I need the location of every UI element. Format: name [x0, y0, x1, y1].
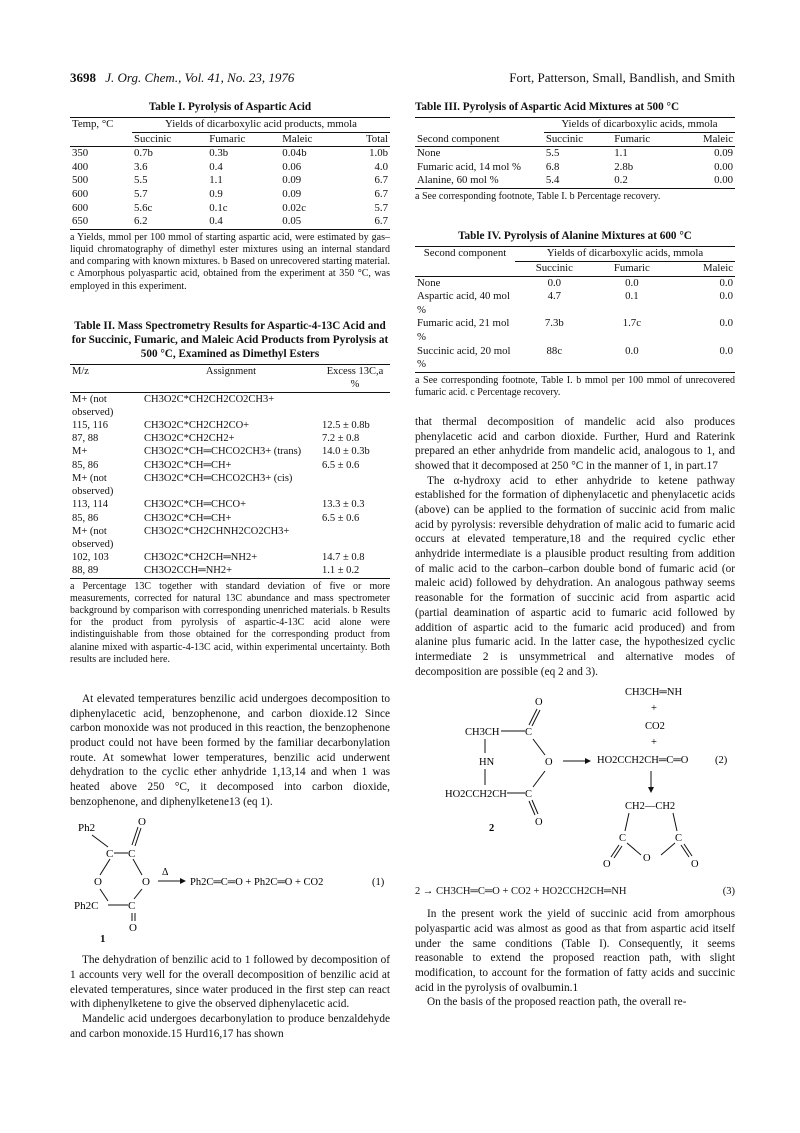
- equation-1: [70, 813, 390, 931]
- table-row: 400 3.6 0.4 0.06 4.0: [72, 160, 388, 173]
- eq3-text: 2 → CH3CH═C═O + CO2 + HO2CCH2CH═NH: [415, 886, 627, 898]
- table-3-col-fumaric: Fumaric: [614, 132, 651, 145]
- table-row: 115, 116 CH3O2C*CH2CH2CO+ 12.5 ± 0.8b: [72, 420, 370, 431]
- svg-text:O: O: [535, 697, 543, 709]
- table-3-col-maleic: Maleic: [703, 132, 733, 145]
- table-3-footnote: a See corresponding footnote, Table I. b Percentage recovery.: [415, 191, 661, 203]
- svg-text:C: C: [525, 789, 533, 801]
- table-row: M+ (not observed) CH3O2C*CH2CH2CO2CH3+: [72, 393, 275, 418]
- svg-text:O: O: [603, 859, 611, 871]
- table-3-col-second: Second component: [417, 132, 500, 145]
- page-number: 3698: [70, 70, 96, 85]
- table-2-col-mz: M/z: [72, 366, 89, 378]
- table-row: 500 5.5 1.1 0.09 6.7: [72, 174, 388, 187]
- table-4-col-succinic: Succinic: [535, 261, 573, 274]
- svg-text:O: O: [138, 816, 146, 829]
- ph2-label: Ph2: [78, 822, 96, 835]
- running-authors: Fort, Patterson, Small, Bandlish, and Smith: [509, 70, 735, 85]
- table-row: 102, 103 CH3O2C*CH2CH═NH2+ 14.7 ± 0.8: [72, 552, 365, 564]
- eq2-left-bot: HO2CCH2CH: [445, 789, 507, 801]
- eq1-number: (1): [372, 877, 385, 889]
- table-4-footnote: a See corresponding footnote, Table I. b mmol per 100 mmol of unrecovered fumaric acid. c Percentage recovery.: [415, 374, 735, 398]
- body-paragraph: The α-hydroxy acid to ether anhydride to ketene pathway established for the formation of diphenylacetic and phenylacetic acids (above) can be applied to the formation of succinic acid from malic acid by pyrolysis: reversible dehydration of malic acid to fumaric acid occurs at elevated temperature,18 and the required cyclic ether anhydride intermediate is a plausible product resulting from addition of malic acid to the carbon–carbon double bond of fumaric acid (or maleic acid) followed by dehydration. An analogous pathway seems reasonable for the formation of succinic acid from aspartic acid (partial deamination of aspartic acid to fumaric acid followed by addition of aspartic acid to the fumaric acid produced) and from alanine plus fumaric acid. In the latter case, the hypothesized cyclic intermediate 2 is unsymmetrical and alternative modes of decomposition are possible (eq 2 and 3).: [415, 474, 735, 678]
- right-column: [415, 100, 735, 1010]
- table-4-col-maleic: Maleic: [703, 261, 733, 274]
- svg-text:+: +: [651, 703, 657, 715]
- table-row: 85, 86 CH3O2C*CH═CH+ 6.5 ± 0.6: [72, 512, 360, 524]
- body-paragraph: On the basis of the proposed reaction path, the overall re-: [427, 996, 687, 1009]
- eq3-number: (3): [722, 886, 735, 898]
- table-row: Fumaric acid, 21 mol % 7.3b 1.7c 0.0: [417, 317, 733, 343]
- eq2-top1: CH3CH═NH: [625, 687, 683, 699]
- body-paragraph: In the present work the yield of succinic acid from amorphous polyaspartic acid was almost as good as that from aspartic acid itself under the same conditions (Table I). Consequently, it seems reasonable to extend the proposed reaction path, with slight modification, to account for the formation of fatty acids and succinic acid in the pyrolysis of ovalbumin.1: [415, 908, 735, 994]
- table-1-col-succinic: Succinic: [134, 132, 172, 145]
- table-2-col-assignment: Assignment: [205, 366, 257, 378]
- table-row: None 0.0 0.0 0.0: [417, 276, 733, 289]
- table-row: 600 5.7 0.9 0.09 6.7: [72, 188, 388, 201]
- journal-citation: J. Org. Chem., Vol. 41, No. 23, 1976: [105, 70, 295, 85]
- table-row: 113, 114 CH3O2C*CH═CHCO+ 13.3 ± 0.3: [72, 499, 365, 511]
- table-row: 350 0.7b 0.3b 0.04b 1.0b: [72, 147, 388, 160]
- table-row: M+ CH3O2C*CH═CHCO2CH3+ (trans) 14.0 ± 0.3b: [72, 446, 370, 458]
- table-2-header-row: [70, 365, 390, 392]
- svg-text:O: O: [691, 859, 699, 871]
- table-4-col-second: Second component: [423, 247, 507, 260]
- equation-1-structure: [70, 813, 390, 931]
- table-row: Fumaric acid, 14 mol % 6.8 2.8b 0.00: [417, 160, 733, 173]
- svg-text:O: O: [129, 922, 137, 932]
- eq2-hn: HN: [479, 757, 495, 769]
- table-1-grid: [70, 117, 390, 230]
- equation-3: [415, 885, 735, 899]
- table-4-col-group: Yields of dicarboxylic acids, mmola: [515, 247, 735, 262]
- table-row: 85, 86 CH3O2C*CH═CH+ 6.5 ± 0.6: [72, 459, 360, 471]
- table-2: [70, 319, 390, 666]
- table-3: [415, 100, 735, 203]
- table-1-caption: Table I. Pyrolysis of Aspartic Acid: [148, 101, 312, 113]
- table-row: 650 6.2 0.4 0.05 6.7: [70, 215, 390, 229]
- table-2-grid: [70, 364, 390, 579]
- table-2-caption: Table II. Mass Spectrometry Results for Aspartic-4-13C Acid and for Succinic, Fumaric, and Maleic Acid Products from Pyrolysis at 500 °C, Examined as Dimethyl Esters: [71, 319, 389, 361]
- body-paragraph: that thermal decomposition of mandelic acid also produces phenylacetic acid and carbon dioxide. Further, Hurd and Raterink prepared an ether anhydride from mandelic acid, analogous to 1, and showed that it decomposed at 250 °C in the manner of 1, in part.17: [415, 416, 735, 473]
- compound-1-label: 1: [100, 933, 106, 946]
- svg-text:O: O: [643, 853, 651, 865]
- svg-text:O: O: [535, 817, 543, 829]
- eq2-main-product: HO2CCH2CH═C═O: [597, 755, 689, 767]
- svg-text:C: C: [106, 848, 114, 861]
- svg-text:O: O: [94, 876, 102, 889]
- table-4: [415, 229, 735, 399]
- equation-2-structure: [415, 683, 735, 881]
- table-row: Aspartic acid, 40 mol % 4.7 0.1 0.0: [417, 290, 733, 316]
- table-1-col-group: Yields of dicarboxylic acid products, mmola: [132, 118, 390, 133]
- body-paragraph: The dehydration of benzilic acid to 1 followed by decomposition of 1 accounts very well for the overall decomposition of benzilic acid at elevated temperatures, since water produced in the first step can react with diphenylketene to give the observed diphenylacetic acid.: [70, 954, 390, 1011]
- table-1-col-temp: Temp, °C: [72, 118, 114, 131]
- body-paragraph: Mandelic acid undergoes decarbonylation to produce benzaldehyde and carbon monoxide.15 Hurd16,17 has shown: [70, 1012, 390, 1040]
- table-3-col-succinic: Succinic: [545, 132, 584, 145]
- table-1-col-total: Total: [365, 132, 388, 145]
- equation-2: [415, 683, 735, 881]
- svg-text:C: C: [525, 727, 533, 739]
- eq2-number: (2): [715, 755, 728, 767]
- body-paragraph: At elevated temperatures benzilic acid undergoes decomposition to diphenylacetic acid, benzophenone, and carbon dioxide.12 Since carbon monoxide was not produced in this reaction, the benzophenone product could not have been formed by the familiar decarbonylation route. At somewhat lower temperatures, benzilic acid underwent dehydration to the cyclic ether anhydride 1,13,14 and when 1 was heated above 250 °C, it decomposed into carbon dioxide, benzophenone, and diphenylketene13 (eq 1).: [70, 692, 390, 808]
- svg-text:C: C: [128, 900, 136, 913]
- table-row: M+ (not observed) CH3O2C*CH2CHNH2CO2CH3+: [72, 525, 290, 550]
- eq2-ring-o: O: [545, 757, 553, 769]
- table-4-col-fumaric: Fumaric: [613, 261, 650, 274]
- table-row: None 5.5 1.1 0.09: [417, 147, 733, 160]
- table-row: 88, 89 CH3O2CCH═NH2+ 1.1 ± 0.2: [70, 564, 390, 578]
- table-3-col-group: Yields of dicarboxylic acids, mmola: [544, 118, 735, 133]
- left-column: [70, 100, 390, 1041]
- table-2-footnote: a Percentage 13C together with standard deviation of five or more measurements, corrected for natural 13C abundance and mass spectrometer background by comparison with corresponding unenriched materials. b Results for the product from pyrolysis of aspartic-4-13C acid alone were indistinguishable from those obtained for the corresponding product from alanine mixed with aspartic-4-13C acid, within experimental uncertainty. Both results are included here.: [70, 580, 390, 665]
- table-1-col-fumaric: Fumaric: [209, 132, 246, 145]
- eq1-products: Ph2C═C═O + Ph2C═O + CO2: [190, 877, 324, 889]
- compound-2-label: 2: [489, 823, 495, 835]
- table-3-grid: [415, 117, 735, 189]
- svg-text:O: O: [142, 876, 150, 889]
- eq2-co2: CO2: [645, 721, 665, 733]
- table-1-col-maleic: Maleic: [282, 132, 313, 145]
- table-4-caption: Table IV. Pyrolysis of Alanine Mixtures at 600 °C: [458, 230, 692, 243]
- table-row: Alanine, 60 mol % 5.4 0.2 0.00: [415, 174, 735, 188]
- table-1-footnote: a Yields, mmol per 100 mmol of starting aspartic acid, were estimated by gas–liquid chromatography of dimethyl ester mixtures using an internal standard and comparing with known mixtures. b Based on unrecovered starting material. c Amorphous polyaspartic acid, obtained from the experiment at 350 °C, was employed in this experiment.: [70, 231, 390, 292]
- table-row: Succinic acid, 20 mol % 88c 0.0 0.0: [415, 345, 735, 373]
- eq2-anhydride-top: CH2—CH2: [625, 801, 676, 813]
- svg-text:+: +: [651, 737, 657, 749]
- svg-text:C: C: [128, 848, 136, 861]
- eq2-left-top: CH3CH: [465, 727, 500, 739]
- page-header: [70, 70, 735, 86]
- table-row: 87, 88 CH3O2C*CH2CH2+ 7.2 ± 0.8: [72, 433, 360, 445]
- ph2c-label: Ph2C: [74, 900, 99, 913]
- svg-text:C: C: [675, 833, 683, 845]
- table-1: [70, 100, 390, 293]
- table-4-grid: [415, 246, 735, 372]
- table-3-caption: Table III. Pyrolysis of Aspartic Acid Mixtures at 500 °C: [415, 101, 680, 113]
- table-2-col-excess: Excess 13C,a %: [326, 366, 384, 391]
- table-row: 600 5.6c 0.1c 0.02c 5.7: [72, 201, 388, 214]
- table-row: M+ (not observed) CH3O2C*CH═CHCO2CH3+ (cis): [72, 472, 293, 498]
- heat-label: Δ: [162, 867, 169, 879]
- svg-text:C: C: [619, 833, 627, 845]
